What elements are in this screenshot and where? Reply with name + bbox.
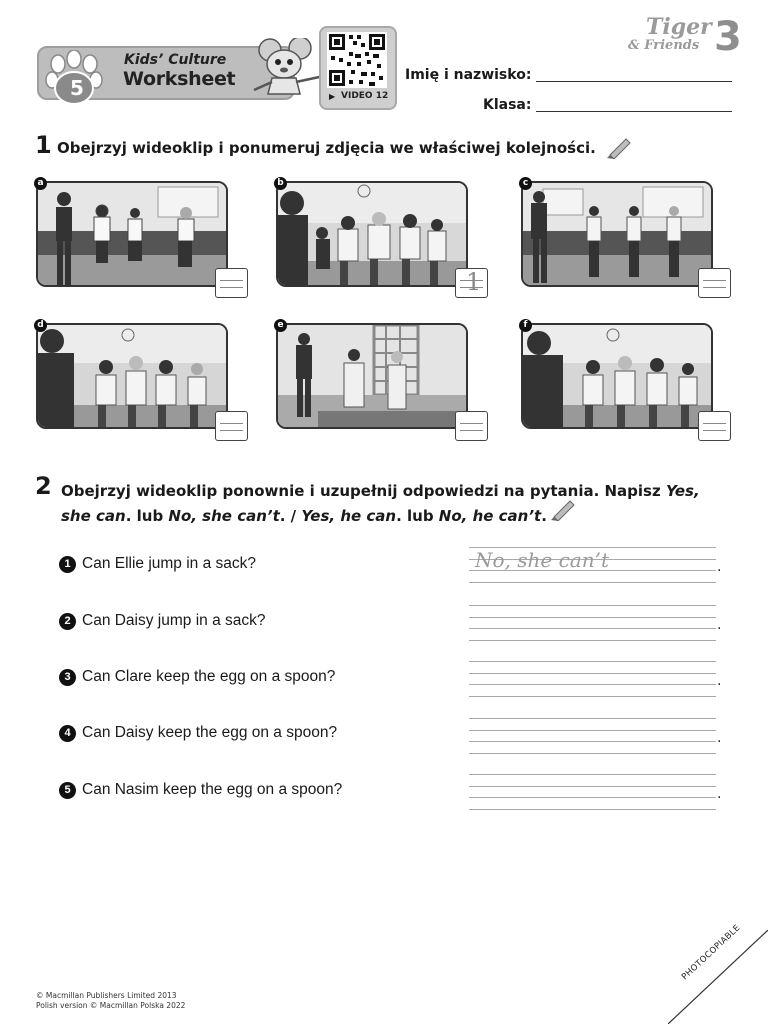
photo-c <box>521 181 713 287</box>
photo-f <box>521 323 713 429</box>
photo-label-f: f <box>519 319 532 332</box>
photo-d <box>36 323 228 429</box>
name-input-line[interactable] <box>536 81 732 82</box>
answer-box-a[interactable] <box>215 268 248 298</box>
question-3: 3 Can Clare keep the egg on a spoon? <box>59 668 335 686</box>
answer-box-d[interactable] <box>215 411 248 441</box>
photo-label-e: e <box>274 319 287 332</box>
tiger-friends-logo: Tiger & Friends 3 <box>628 14 742 60</box>
question-1: 1 Can Ellie jump in a sack? <box>59 555 256 573</box>
question-number-badge: 2 <box>59 613 76 630</box>
unit-number: 5 <box>70 76 84 100</box>
banner-title: Worksheet <box>123 68 236 90</box>
banner-subtitle: Kids’ Culture <box>124 52 227 68</box>
play-icon: ▶ <box>329 92 336 101</box>
question-number-badge: 1 <box>59 556 76 573</box>
question-5: 5 Can Nasim keep the egg on a spoon? <box>59 781 342 799</box>
answer-box-e[interactable] <box>455 411 488 441</box>
class-label: Klasa: <box>483 97 532 113</box>
handwritten-answer: No, she can’t <box>475 548 609 572</box>
photo-b <box>276 181 468 287</box>
question-number-badge: 5 <box>59 782 76 799</box>
copyright-line-2: Polish version © Macmillan Polska 2022 <box>36 1001 186 1010</box>
mouse-mascot-icon <box>250 38 330 100</box>
pencil-icon <box>606 135 632 159</box>
question-number-badge: 3 <box>59 669 76 686</box>
answer-box-b[interactable]: 1 <box>455 268 488 298</box>
exercise-1-instruction: Obejrzyj wideoklip i ponumeruj zdjęcia we właściwej kolejności. <box>57 139 596 157</box>
question-2: 2 Can Daisy jump in a sack? <box>59 612 266 630</box>
exercise-2-number: 2 <box>35 472 52 500</box>
copyright-line-1: © Macmillan Publishers Limited 2013 <box>36 991 177 1000</box>
answer-box-f[interactable] <box>698 411 731 441</box>
photo-e <box>276 323 468 429</box>
video-label: VIDEO 12 <box>341 91 389 101</box>
exercise-1-number: 1 <box>35 131 52 159</box>
pencil-icon <box>550 497 576 521</box>
photo-label-d: d <box>34 319 47 332</box>
photo-label-b: b <box>274 177 287 190</box>
photocopiable-label: PHOTOCOPIABLE <box>680 923 743 983</box>
photo-label-a: a <box>34 177 47 190</box>
answer-box-c[interactable] <box>698 268 731 298</box>
class-input-line[interactable] <box>536 111 732 112</box>
name-label: Imię i nazwisko: <box>405 67 532 83</box>
exercise-2-instruction: Obejrzyj wideoklip ponownie i uzupełnij odpowiedzi na pytania. Napisz Yes, she can. lub No, she can’t. / Yes, he can. lub No, he can’t. <box>61 482 700 525</box>
photo-label-c: c <box>519 177 532 190</box>
question-4: 4 Can Daisy keep the egg on a spoon? <box>59 724 337 742</box>
question-number-badge: 4 <box>59 725 76 742</box>
qr-code-icon[interactable] <box>327 32 387 88</box>
photo-a <box>36 181 228 287</box>
